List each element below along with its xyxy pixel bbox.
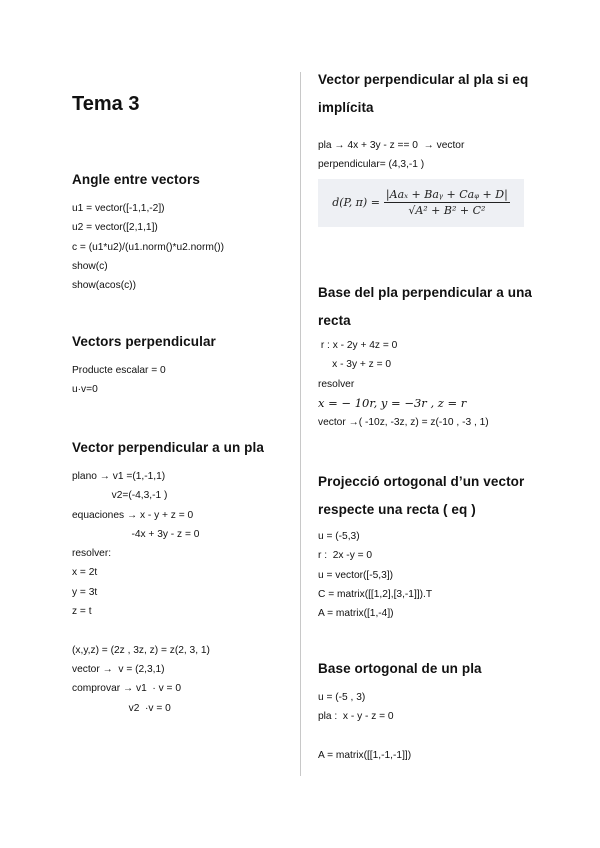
page-title: Tema 3 xyxy=(72,93,140,115)
text-line: vector → v = (2,3,1) xyxy=(72,663,165,675)
section-heading: Vectors perpendicular xyxy=(72,334,216,349)
text-line xyxy=(72,621,297,640)
section-heading: Vector perpendicular al pla si eq implícita xyxy=(318,72,529,115)
section-heading: Base del pla perpendicular a una recta xyxy=(318,285,533,328)
section-heading: Angle entre vectors xyxy=(72,172,200,187)
text-line: x - 3y + z = 0 xyxy=(318,359,392,371)
section-base-ortogonal-pla xyxy=(318,656,543,765)
section-heading: Vector perpendicular a un pla xyxy=(72,440,264,455)
text-line: vector →( -10z, -3z, z) = z(-10 , -3 , 1) xyxy=(318,417,489,429)
code-line: u2 = vector([2,1,1]) xyxy=(72,222,158,234)
text-line: comprovar → v1 · v = 0 xyxy=(72,683,181,695)
text-line: plano → v1 =(1,-1,1) xyxy=(72,471,166,482)
formula-lhs: d(P, π) = xyxy=(332,196,380,210)
text-line: equaciones → x - y + z = 0 xyxy=(72,509,194,521)
code-line xyxy=(318,727,543,746)
formula-denominator: √A² + B² + C² xyxy=(408,204,486,218)
text-line: z = t xyxy=(72,606,92,618)
text-line: pla → 4x + 3y - z == 0 → vector xyxy=(318,140,465,151)
text-line: resolver: xyxy=(72,548,112,560)
code-line: pla : x - y - z = 0 xyxy=(318,711,394,723)
code-line: show(c) xyxy=(72,260,108,272)
solution-line: x = − 10r, y = −3r , z = r xyxy=(318,395,467,410)
text-line: v2=(-4,3,-1 ) xyxy=(72,490,168,502)
section-heading: Projecció ortogonal d’un vector respecte una recta ( eq ) xyxy=(318,474,525,517)
code-line: u = (-5 , 3) xyxy=(318,692,366,703)
text-line: resolver xyxy=(318,378,355,390)
formula-fraction xyxy=(384,188,510,217)
section-angle-entre-vectors xyxy=(72,167,292,295)
text-line: perpendicular= (4,3,-1 ) xyxy=(318,159,425,171)
code-line: show(acos(c)) xyxy=(72,280,136,292)
code-line: u1 = vector([-1,1,-2]) xyxy=(72,203,165,214)
section-vectors-perpendicular xyxy=(72,329,292,400)
text-line: Producte escalar = 0 xyxy=(72,365,166,376)
text-line: u·v=0 xyxy=(72,384,98,396)
code-line: u = vector([-5,3]) xyxy=(318,569,394,581)
code-line: C = matrix([[1,2],[3,-1]]).T xyxy=(318,588,433,600)
section-vector-perpendicular-eq-implicita xyxy=(318,66,543,227)
code-line: A = matrix([1,-4]) xyxy=(318,608,394,620)
text-line: v2 ·v = 0 xyxy=(72,702,171,714)
text-line: (x,y,z) = (2z , 3z, z) = z(2, 3, 1) xyxy=(72,644,210,656)
distance-formula xyxy=(318,179,524,227)
text-line: x = 2t xyxy=(72,567,98,579)
code-line: c = (u1*u2)/(u1.norm()*u2.norm()) xyxy=(72,241,225,253)
code-line: r : 2x -y = 0 xyxy=(318,550,373,562)
section-heading: Base ortogonal de un pla xyxy=(318,661,482,676)
section-base-pla-perpendicular-recta xyxy=(318,279,543,432)
text-line: y = 3t xyxy=(72,586,98,598)
text-line: -4x + 3y - z = 0 xyxy=(72,528,200,540)
text-line: r : x - 2y + 4z = 0 xyxy=(318,340,398,351)
column-divider xyxy=(300,72,301,776)
formula-numerator: |Aaₓ + Baᵧ + Caᵩ + D| xyxy=(385,188,508,202)
code-line: u = (-5,3) xyxy=(318,531,360,542)
code-line: A = matrix([[1,-1,-1]]) xyxy=(318,749,412,761)
section-projeccio-ortogonal xyxy=(318,468,543,623)
section-vector-perpendicular-pla xyxy=(72,435,297,718)
